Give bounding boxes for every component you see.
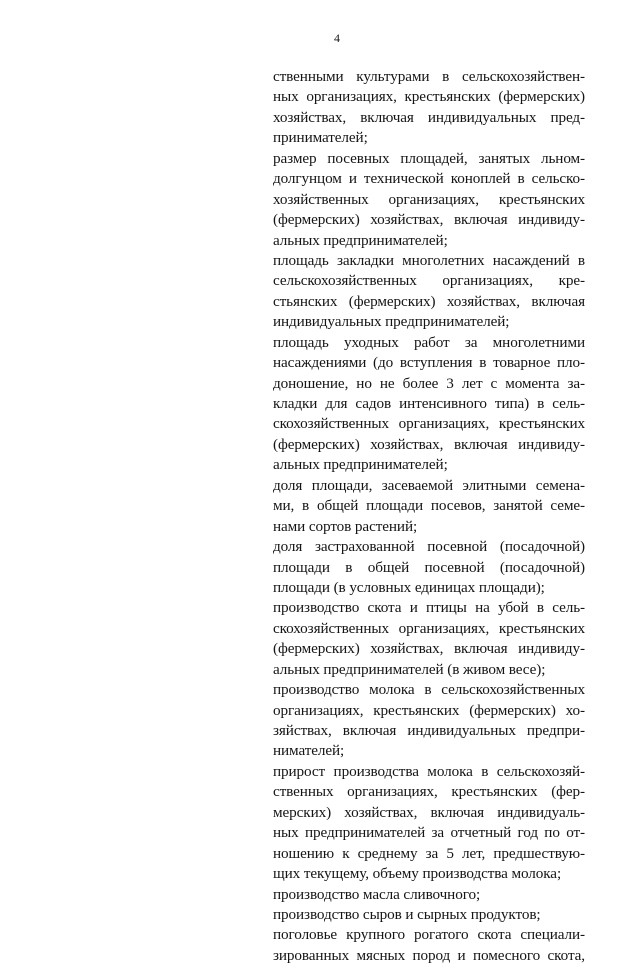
text-line: площади в общей посевной (посадочной) (273, 558, 585, 576)
text-line: (фермерских) хозяйствах, включая индивиду- (273, 211, 585, 229)
text-line: альных предпринимателей; (273, 231, 448, 249)
text-line: производство масла сливочного; (273, 885, 481, 903)
text-line: поголовье крупного рогатого скота специали- (273, 926, 585, 944)
text-line: хозяйствах, включая индивидуальных пред- (273, 108, 585, 126)
text-line: альных предпринимателей; (273, 456, 448, 474)
document-text-column (273, 67, 585, 966)
text-line: прирост производства молока в сельскохозяй- (273, 762, 585, 780)
text-line: насаждениями (до вступления в товарное пло- (273, 354, 585, 372)
text-line: альных предпринимателей (в живом весе); (273, 660, 546, 678)
text-line: нами сортов растений; (273, 517, 418, 535)
text-line: принимателей; (273, 129, 368, 147)
text-line: размер посевных площадей, занятых льном- (273, 149, 585, 167)
text-line: нимателей; (273, 742, 345, 760)
text-line: скохозяйственных организациях, крестьянских (273, 619, 585, 637)
text-line: ми, в общей площади посевов, занятой семе- (273, 497, 585, 515)
text-line: производство скота и птицы на убой в сель- (273, 599, 585, 617)
text-line: организациях, крестьянских (фермерских) хо- (273, 701, 585, 719)
text-line: щих текущему, объему производства молока; (273, 865, 562, 883)
page-number: 4 (334, 31, 340, 45)
text-line: ношению к среднему за 5 лет, предшествую- (273, 844, 585, 862)
text-line: мерских) хозяйствах, включая индивидуаль- (273, 803, 585, 821)
text-line: доля площади, засеваемой элитными семена- (273, 476, 585, 494)
text-line: скохозяйственных организациях, крестьянских (273, 415, 585, 433)
text-line: ственными культурами в сельскохозяйствен- (273, 68, 585, 85)
text-line: ственных организациях, крестьянских (фер- (273, 783, 585, 801)
text-line: производство молока в сельскохозяйственных (273, 681, 585, 699)
text-line: площади (в условных единицах площади); (273, 578, 545, 596)
text-line: индивидуальных предпринимателей; (273, 313, 510, 331)
text-line: зированных мясных пород и помесного скота, (273, 946, 585, 964)
text-line: (фермерских) хозяйствах, включая индивиду- (273, 640, 585, 658)
text-line: долгунцом и технической коноплей в сельско- (273, 170, 585, 188)
text-line: хозяйственных организациях, крестьянских (273, 190, 585, 208)
text-line: сельскохозяйственных организациях, кре- (273, 272, 585, 290)
text-line: (фермерских) хозяйствах, включая индивиду- (273, 435, 585, 453)
text-line: производство сыров и сырных продуктов; (273, 905, 541, 923)
text-line: площадь уходных работ за многолетними (273, 333, 585, 351)
text-line: зяйствах, включая индивидуальных предпри- (273, 722, 585, 739)
text-line: площадь закладки многолетних насаждений в (273, 251, 585, 269)
text-line: доля застрахованной посевной (посадочной) (273, 538, 585, 556)
text-line: ных предпринимателей за отчетный год по от- (273, 824, 585, 842)
text-line: стьянских (фермерских) хозяйствах, включая (273, 292, 585, 310)
text-line: ных организациях, крестьянских (фермерских) (273, 88, 585, 106)
text-line: доношение, но не более 3 лет с момента за- (273, 374, 585, 392)
text-line: кладки для садов интенсивного типа) в сель- (273, 395, 585, 412)
